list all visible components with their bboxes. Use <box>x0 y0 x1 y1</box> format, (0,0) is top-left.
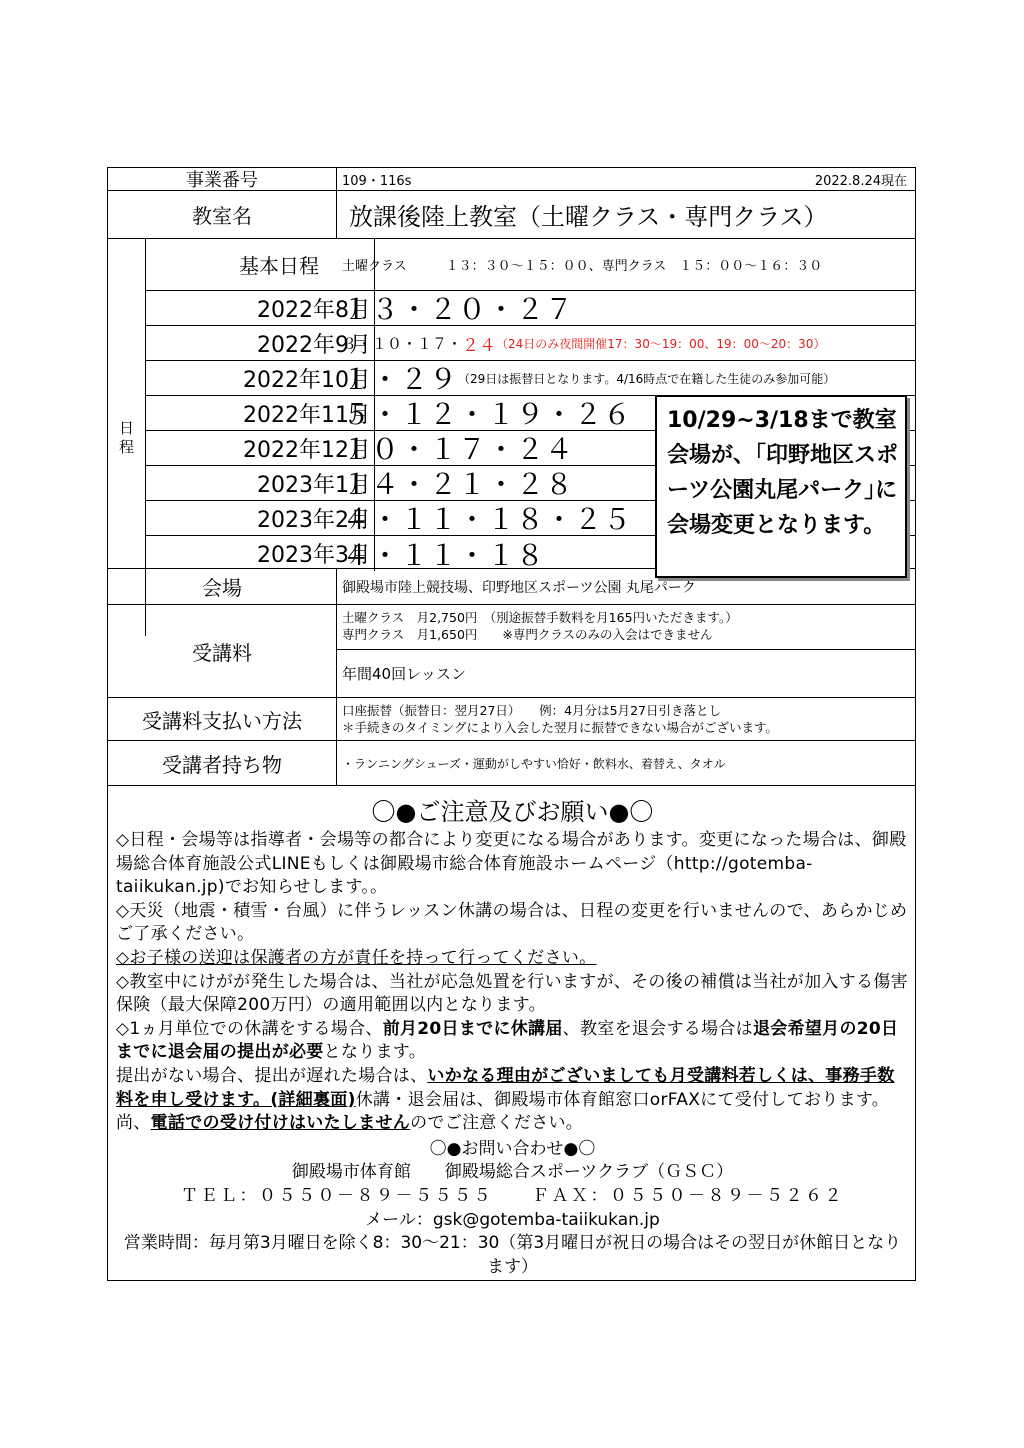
contact-section <box>116 1138 909 1280</box>
fee-lessons: 年間40回レッスン <box>342 665 466 683</box>
note-late-submission: 提出がない場合、提出が遅れた場合は、いかなる理由がございましても月受講料若しくは、事務手数料を申し受けます。(詳細裏面)休講・退会届は、御殿場市体育館窓口orFAXにて受付しております。尚、電話での受け付けはいたしませんのでご注意ください。 <box>116 1065 895 1134</box>
as-of-date: 2022.8.24現在 <box>814 173 907 189</box>
basic-schedule-label: 基本日程 <box>184 239 375 290</box>
contact-phones: ＴＥＬ：０５５０－８９－５５５５ ＦＡＸ：０５５０－８９－５２６２ <box>181 1185 844 1206</box>
schedule-dates: ４・１１・１８・２５ <box>342 503 633 535</box>
contact-hours: 営業時間：毎月第3月曜日を除く8：30～21：30（第3月曜日が祝日の場合はその翌日が休館日となります） <box>123 1233 902 1277</box>
fee-specialist: 専門クラス 月1,650円 ※専門クラスのみの入会はできません <box>342 627 713 642</box>
contact-title: 〇●お問い合わせ●〇 <box>429 1138 596 1159</box>
note-disaster: ◇天災（地震・積雪・台風）に伴うレッスン休講の場合は、日程の変更を行いませんので、あらかじめご了承ください。 <box>116 900 908 945</box>
schedule-vertical-label: 日 程 <box>108 239 146 636</box>
schedule-month: 2022年11月 <box>184 396 375 430</box>
class-name-value: 放課後陸上教室（土曜クラス・専門クラス） <box>349 203 828 231</box>
notes-title: 〇●ご注意及びお願い●〇 <box>371 798 654 826</box>
contact-mail: メール：gsk@gotemba-taiikukan.jp <box>365 1209 660 1230</box>
schedule-dates: ５・１２・１９・２６ <box>342 398 633 430</box>
schedule-dates: １３・２０・２７ <box>342 293 575 325</box>
program-number-value: 109・116s <box>342 173 412 189</box>
fee-saturday: 土曜クラス 月2,750円 （別途振替手数料を月165円いただきます。） <box>342 610 738 625</box>
schedule-row <box>146 291 915 326</box>
schedule-month: 2023年1月 <box>184 466 375 500</box>
payment-note: ＊手続きのタイミングにより入会した翌月に振替できない場合がございます。 <box>342 720 779 735</box>
belongings-row <box>108 741 915 786</box>
night-session-date: ２４ <box>462 335 497 356</box>
belongings-value: ・ランニングシューズ・運動がしやすい恰好・飲料水、着替え、タオル <box>342 756 726 771</box>
contact-orgs: 御殿場市体育館 御殿場総合スポーツクラブ（ＧＳＣ） <box>291 1162 734 1183</box>
payment-row <box>108 698 915 741</box>
schedule-dates: １０・１７・２４ <box>342 433 575 465</box>
venue-label: 会場 <box>108 569 337 604</box>
class-name-row <box>108 191 915 239</box>
note-insurance: ◇教室中にけがが発生した場合は、当社が応急処置を行いますが、その後の補償は当社が加入する傷害保険（最大保障200万円）の適用範囲以内となります。 <box>116 971 908 1016</box>
note-pickup: ◇お子様の送迎は保護者の方が責任を持って行ってください。 <box>116 947 597 968</box>
schedule-dates: ３・１０・１７・ <box>342 334 463 353</box>
schedule-month: 2023年2月 <box>184 501 375 535</box>
class-name-label: 教室名 <box>108 191 337 238</box>
schedule-dates: １４・２１・２８ <box>342 468 575 500</box>
schedule-row <box>146 361 915 396</box>
schedule-row <box>146 326 915 361</box>
night-session-note: （24日のみ夜間開催17：30～19：00、19：00～20：30） <box>496 336 826 351</box>
schedule-month: 2022年9月 <box>184 326 375 360</box>
notes-body <box>116 829 909 1136</box>
note-leave: ◇1ヵ月単位での休講をする場合、前月20日までに休講届、教室を退会する場合は退会希望月の20日までに退会届の提出が必要となります。 <box>116 1018 899 1063</box>
basic-schedule-value: 土曜クラス １３：３０～１５：００、専門クラス １５：００～１６：３０ <box>342 259 823 274</box>
lesson-info-sheet <box>107 167 916 1281</box>
payment-method: 口座振替（振替日：翌月27日） 例：4月分は5月27日引き落とし <box>342 703 721 718</box>
venue-value: 御殿場市陸上競技場、印野地区スポーツ公園 丸尾パーク <box>342 579 696 596</box>
schedule-month: 2022年12月 <box>184 431 375 465</box>
venue-change-notice: 10/29~3/18まで教室会場が、｢印野地区スポーツ公園丸尾パーク｣に会場変更となります。 <box>655 395 907 578</box>
schedule-dates: １・２９ <box>342 363 459 395</box>
schedule-month: 2022年10月 <box>184 361 375 395</box>
program-number-label: 事業番号 <box>108 168 337 190</box>
schedule-note: （29日は振替日となります。4/16時点で在籍した生徒のみ参加可能） <box>458 371 836 386</box>
basic-schedule-row <box>146 239 915 291</box>
belongings-label: 受講者持ち物 <box>108 741 337 785</box>
fee-label: 受講料 <box>108 605 337 697</box>
notes-section <box>108 786 915 1280</box>
schedule-dates: ４・１１・１８ <box>342 538 546 571</box>
program-number-row <box>108 168 915 191</box>
schedule-month: 2023年3月 <box>184 536 375 571</box>
schedule-month: 2022年8月 <box>184 291 375 325</box>
payment-label: 受講料支払い方法 <box>108 698 337 740</box>
note-schedule-change: ◇日程・会場等は指導者・会場等の都合により変更になる場合があります。変更になった場合は、御殿場総合体育施設公式LINEもしくは御殿場市総合体育施設ホームページ（http://gotemba-taiikukan.jp)でお知らせします。。 <box>116 830 907 898</box>
fee-row <box>108 605 915 698</box>
